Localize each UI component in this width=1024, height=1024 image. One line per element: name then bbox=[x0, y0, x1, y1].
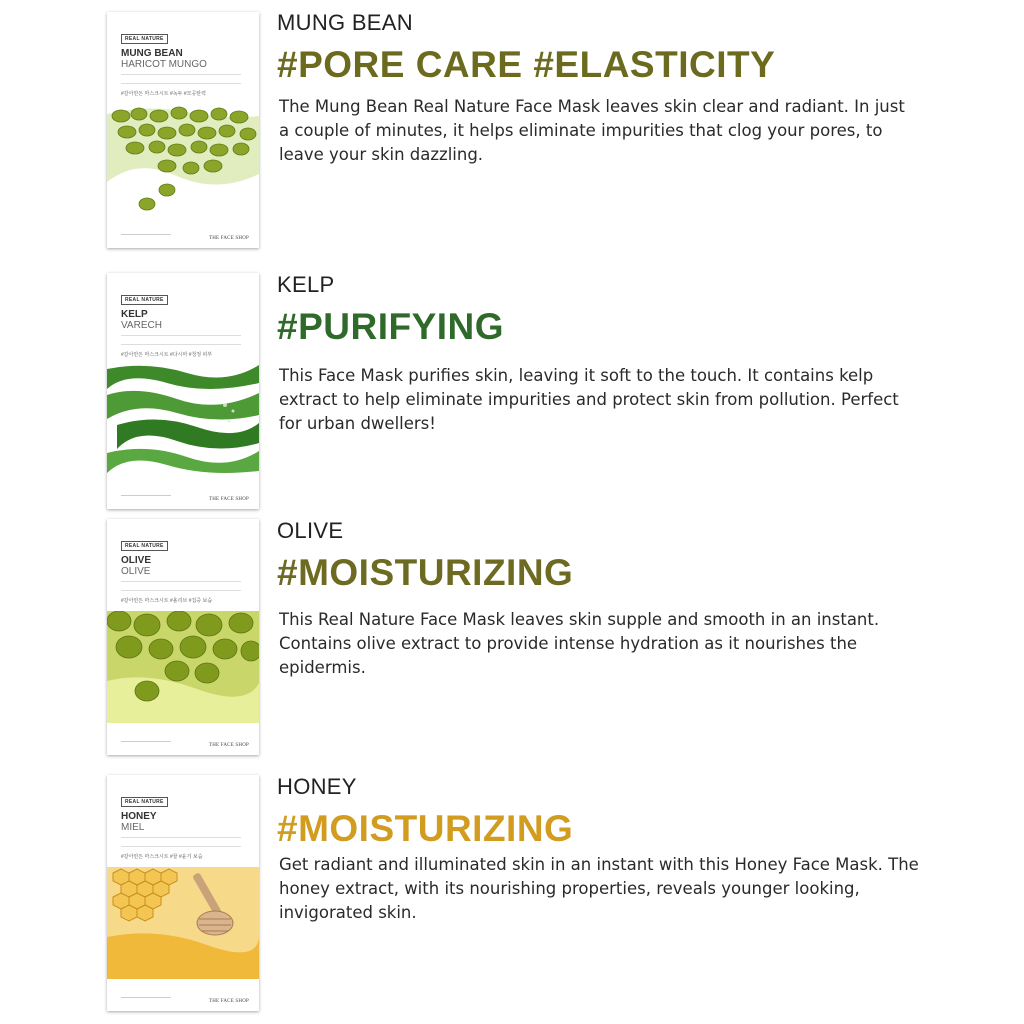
product-description: Get radiant and illuminated skin in an instant with this Honey Face Mask. The honey extract, with its nourishing properties, reveals younger looking, invigorated skin. bbox=[279, 855, 919, 922]
honeycomb-image bbox=[107, 867, 259, 979]
product-description: The Mung Bean Real Nature Face Mask leaves skin clear and radiant. In just a couple of minutes, it helps eliminate impurities that clog your pores, to leave your skin dazzling. bbox=[279, 97, 905, 164]
brand-logo: THE FACE SHOP bbox=[208, 999, 249, 1004]
pack-subname: VARECH bbox=[121, 320, 162, 331]
olives-image bbox=[107, 611, 259, 723]
product-name: OLIVE bbox=[277, 518, 344, 543]
pack-footer-text bbox=[121, 741, 171, 746]
pack-brand-tag: REAL NATURE bbox=[121, 295, 168, 305]
pack-footer-text bbox=[121, 234, 171, 239]
pack-brand-tag: REAL NATURE bbox=[121, 797, 168, 807]
product-description: This Real Nature Face Mask leaves skin supple and smooth in an instant. Contains olive extract to provide intense hydration as it nourishes the epidermis. bbox=[279, 610, 880, 677]
pack-fine-print bbox=[121, 581, 241, 591]
brand-logo: THE FACE SHOP bbox=[208, 497, 249, 502]
brand-logo: THE FACE SHOP bbox=[208, 236, 249, 241]
pack-footer-text bbox=[121, 495, 171, 500]
pack-name: MUNG BEAN bbox=[121, 48, 183, 59]
pack-tags: #갈아만든 마스크시트 #녹두 #모공탄력 bbox=[121, 91, 206, 97]
product-pack-image bbox=[107, 273, 259, 509]
brand-logo: THE FACE SHOP bbox=[208, 743, 249, 748]
pack-tags: #갈아만든 마스크시트 #다시마 #청정 피부 bbox=[121, 352, 213, 358]
pack-brand-tag: REAL NATURE bbox=[121, 34, 168, 44]
pack-name: KELP bbox=[121, 309, 148, 320]
pack-fine-print bbox=[121, 335, 241, 345]
pack-subname: HARICOT MUNGO bbox=[121, 59, 207, 70]
product-description: This Face Mask purifies skin, leaving it soft to the touch. It contains kelp extract to help eliminate impurities and protect skin from pollution. Perfect for urban dwellers! bbox=[279, 366, 899, 433]
pack-footer-text bbox=[121, 997, 171, 1002]
product-name: MUNG BEAN bbox=[277, 10, 413, 35]
product-tagline: #MOISTURIZING bbox=[277, 552, 574, 593]
pack-fine-print bbox=[121, 837, 241, 847]
pack-tags: #갈아만든 마스크시트 #올리브 #집중 보습 bbox=[121, 598, 213, 604]
product-tagline: #PURIFYING bbox=[277, 306, 505, 347]
product-name: HONEY bbox=[277, 774, 357, 799]
pack-tags: #갈아만든 마스크시트 #꿀 #윤기 보습 bbox=[121, 854, 203, 860]
product-pack-image bbox=[107, 519, 259, 755]
product-name: KELP bbox=[277, 272, 335, 297]
product-tagline: #MOISTURIZING bbox=[277, 808, 574, 849]
product-pack-image bbox=[107, 775, 259, 1011]
pack-brand-tag: REAL NATURE bbox=[121, 541, 168, 551]
product-pack-image bbox=[107, 12, 259, 248]
product-tagline: #PORE CARE #ELASTICITY bbox=[277, 44, 776, 85]
pack-name: HONEY bbox=[121, 811, 157, 822]
pack-name: OLIVE bbox=[121, 555, 152, 566]
pack-subname: OLIVE bbox=[121, 566, 151, 577]
mung-beans-image bbox=[107, 104, 259, 216]
kelp-image bbox=[107, 365, 259, 477]
pack-subname: MIEL bbox=[121, 822, 145, 833]
pack-fine-print bbox=[121, 74, 241, 84]
